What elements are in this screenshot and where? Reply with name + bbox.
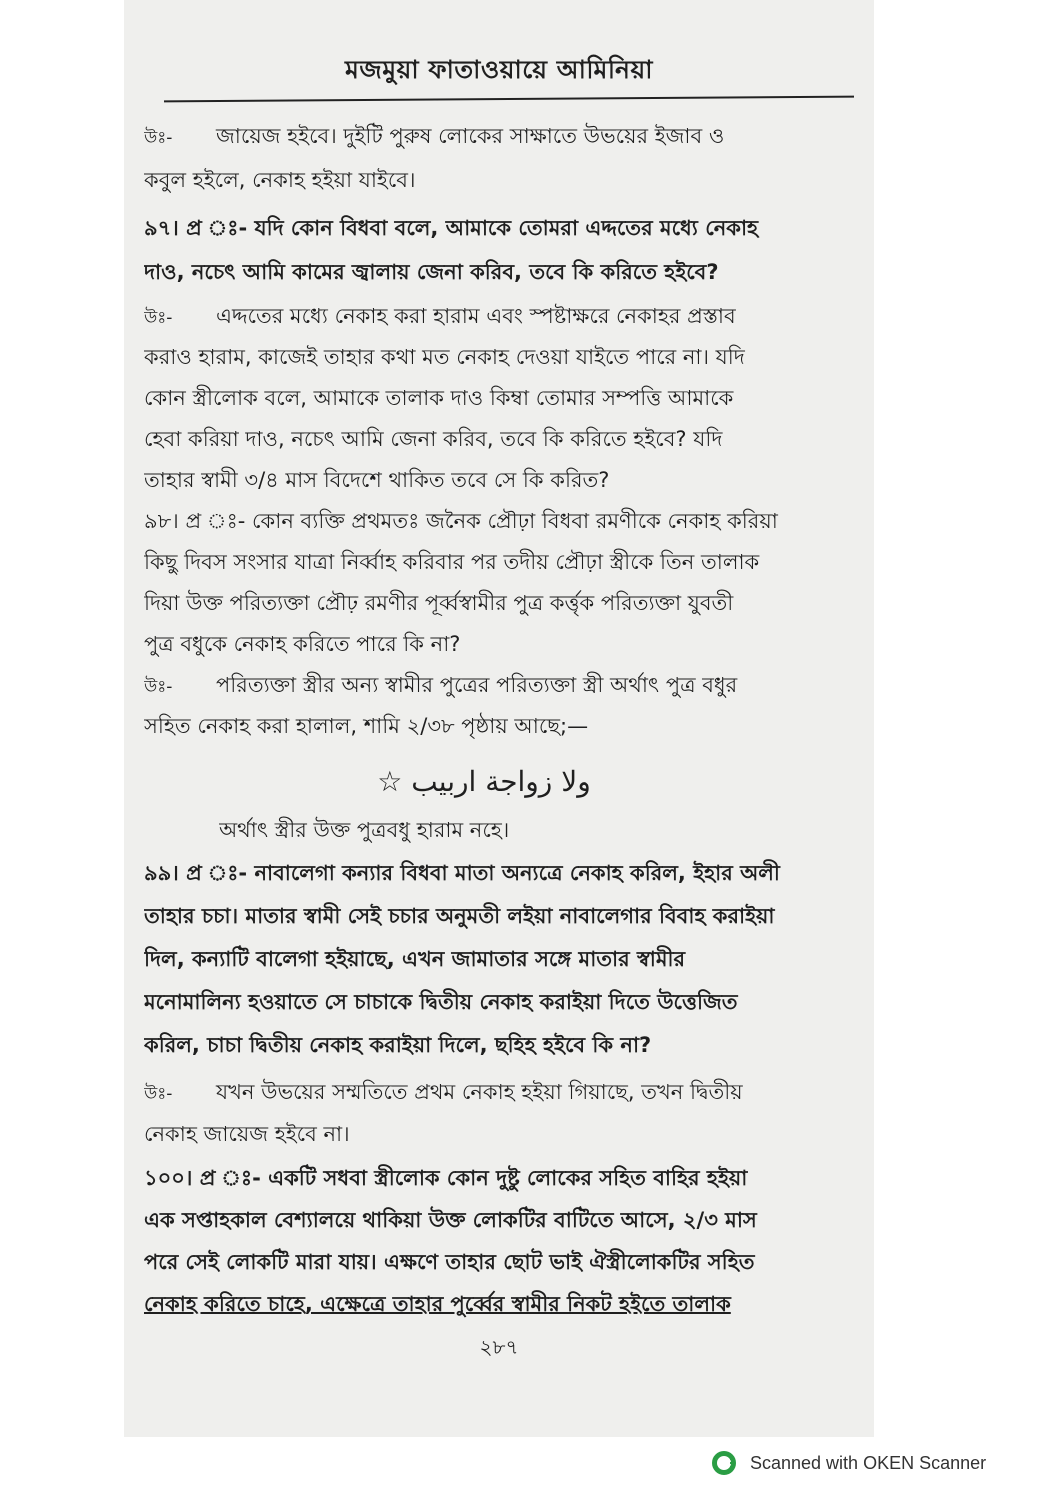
text-line: উঃ- যখন উভয়ের সম্মতিতে প্রথম নেকাহ হইয়া গিয়াছে, তখন দ্বিতীয় xyxy=(144,1072,854,1112)
book-page xyxy=(124,0,874,1437)
question-line: ৯৭। প্র ঃ- যদি কোন বিধবা বলে, আমাকে তোমরা এদ্দতের মধ্যে নেকাহ xyxy=(144,216,759,240)
question-line: পরে সেই লোকটি মারা যায়। এক্ষণে তাহার ছোট ভাই ঐস্ত্রীলোকটির সহিত xyxy=(144,1250,755,1274)
text-line: নেকাহ জায়েজ হইবে না। xyxy=(144,1122,350,1146)
question-line: ৯৯। প্র ঃ- নাবালেগা কন্যার বিধবা মাতা অন্যত্রে নেকাহ করিল, ইহার অলী xyxy=(144,861,780,885)
scanner-footer xyxy=(712,1445,1052,1481)
answer-label: উঃ- xyxy=(144,128,173,148)
question-line: দিল, কন্যাটি বালেগা হইয়াছে, এখন জামাতার সঙ্গে মাতার স্বামীর xyxy=(144,947,686,971)
question-line: ৯৮। প্র ঃ- কোন ব্যক্তি প্রথমতঃ জনৈক প্রৌঢ়া বিধবা রমণীকে নেকাহ করিয়া xyxy=(144,509,778,533)
page-number: ২৮৭ xyxy=(479,1335,519,1359)
text-line: উঃ- পরিত্যক্তা স্ত্রীর অন্য স্বামীর পুত্রের পরিত্যক্তা স্ত্রী অর্থাৎ পুত্র বধুর xyxy=(144,665,854,705)
header-rule xyxy=(164,96,854,103)
text-line: করাও হারাম, কাজেই তাহার কথা মত নেকাহ দেওয়া যাইতে পারে না। যদি xyxy=(144,345,745,369)
answer-label: উঃ- xyxy=(144,1084,173,1104)
text-line: সহিত নেকাহ করা হালাল, শামি ২/৩৮ পৃষ্ঠায় আছে;— xyxy=(144,714,589,738)
text-line: কিছু দিবস সংসার যাত্রা নির্ব্বাহ করিবার পর তদীয় প্রৌঢ়া স্ত্রীকে তিন তালাক xyxy=(144,550,760,574)
page-title: মজমুয়া ফাতাওয়ায়ে আমিনিয়া xyxy=(345,55,653,84)
question-line: নেকাহ করিতে চাহে, এক্ষেত্রে তাহার পুর্ব্বের স্বামীর নিকট হইতে তালাক xyxy=(144,1292,731,1316)
scanner-logo-icon xyxy=(712,1451,736,1475)
translation-line: অর্থাৎ স্ত্রীর উক্ত পুত্রবধু হারাম নহে। xyxy=(219,818,510,842)
text-line: কোন স্ত্রীলোক বলে, আমাকে তালাক দাও কিম্বা তোমার সম্পত্তি আমাকে xyxy=(144,386,734,410)
question-line: ১০০। প্র ঃ- একটি সধবা স্ত্রীলোক কোন দুষ্টু লোকের সহিত বাহির হইয়া xyxy=(144,1166,748,1190)
text-line: দিয়া উক্ত পরিত্যক্তা প্রৌঢ় রমণীর পূর্ব্বস্বামীর পুত্র কর্ত্তৃক পরিত্যক্তা যুবতী xyxy=(144,591,734,615)
text-line: কবুল হইলে, নেকাহ হইয়া যাইবে। xyxy=(144,168,416,192)
text-line: পুত্র বধুকে নেকাহ করিতে পারে কি না? xyxy=(144,632,461,656)
text-line: উঃ- এদ্দতের মধ্যে নেকাহ করা হারাম এবং স্পষ্টাক্ষরে নেকাহর প্রস্তাব xyxy=(144,296,854,336)
text-line: হেবা করিয়া দাও, নচেৎ আমি জেনা করিব, তবে কি করিতে হইবে? যদি xyxy=(144,427,723,451)
question-line: করিল, চাচা দ্বিতীয় নেকাহ করাইয়া দিলে, ছহিহ হইবে কি না? xyxy=(144,1033,652,1057)
question-line: এক সপ্তাহকাল বেশ্যালয়ে থাকিয়া উক্ত লোকটির বাটিতে আসে, ২/৩ মাস xyxy=(144,1208,757,1232)
question-line: মনোমালিন্য হওয়াতে সে চাচাকে দ্বিতীয় নেকাহ করাইয়া দিতে উত্তেজিত xyxy=(144,990,738,1014)
scanner-footer-text: Scanned with OKEN Scanner xyxy=(750,1452,987,1473)
text-line: উঃ- জায়েজ হইবে। দুইটি পুরুষ লোকের সাক্ষাতে উভয়ের ইজাব ও xyxy=(144,116,854,156)
answer-label: উঃ- xyxy=(144,308,173,328)
question-line: তাহার চচা। মাতার স্বামী সেই চচার অনুমতী লইয়া নাবালেগার বিবাহ করাইয়া xyxy=(144,904,775,928)
text-line: তাহার স্বামী ৩/৪ মাস বিদেশে থাকিত তবে সে কি করিত? xyxy=(144,468,610,492)
answer-label: উঃ- xyxy=(144,677,173,697)
arabic-quote: ولا زواجة اربيب ☆ xyxy=(377,765,591,798)
question-line: দাও, নচেৎ আমি কামের জ্বালায় জেনা করিব, তবে কি করিতে হইবে? xyxy=(144,260,719,284)
